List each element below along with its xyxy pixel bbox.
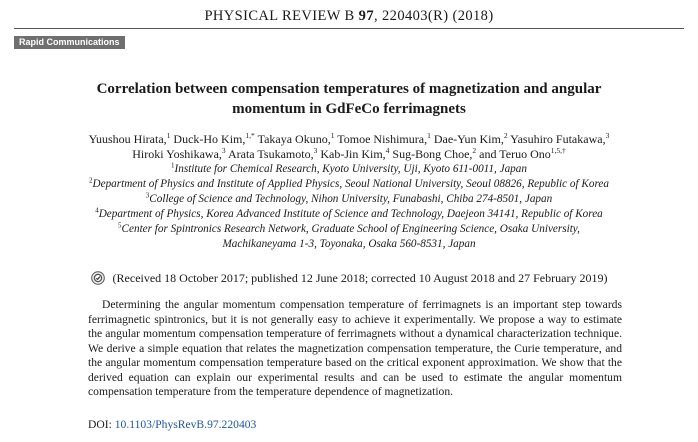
author[interactable]: Duck-Ho Kim,$^{1,*}$ xyxy=(173,131,255,146)
affiliation: $^4$Department of Physics, Korea Advanced Institute of Science and Technology, Daejeon 34141, Republic of Korea xyxy=(95,206,603,220)
author[interactable]: Dae-Yun Kim,$^2$ xyxy=(433,131,508,146)
received-text: (Received 18 October 2017; published 12 June 2018; corrected 10 August 2018 and 27 February 2019) xyxy=(112,271,608,285)
journal-name: PHYSICAL REVIEW B xyxy=(204,8,355,24)
affiliation: $^3$College of Science and Technology, Nihon University, Funabashi, Chiba 274-8501, Japan xyxy=(145,191,553,205)
author[interactable]: and Teruo Ono$^{1,5,\dagger}$ xyxy=(479,146,566,161)
author[interactable]: Kab-Jin Kim,$^4$ xyxy=(320,146,390,161)
journal-volume: 97 xyxy=(358,8,374,24)
received-dates xyxy=(30,270,668,286)
affiliation: Machikaneyama 1-3, Toyonaka, Osaka 560-8531, Japan xyxy=(222,238,476,250)
affiliation: $^1$Institute for Chemical Research, Kyoto University, Uji, Kyoto 611-0011, Japan xyxy=(171,161,527,175)
author[interactable]: Hiroki Yoshikawa,$^3$ xyxy=(132,146,226,161)
header-rule xyxy=(14,28,684,29)
author[interactable]: Yuushou Hirata,$^1$ xyxy=(88,131,171,146)
affiliation: $^5$Center for Spintronics Research Network, Graduate School of Engineering Science, Osaka University, xyxy=(118,221,580,235)
doi-link[interactable]: 10.1103/PhysRevB.97.220403 xyxy=(114,418,257,431)
title-line-1: Correlation between compensation temperatures of magnetization and angular xyxy=(96,81,602,97)
abstract: Determining the angular momentum compensation temperature of ferrimagnets is an important step towards ferrimagnetic spintronics, but it is not generally easy to achieve it experimentally. We propose a way to estimate the angular momentum compensation temperature of ferrimagnets without a dynamical characterization technique. We derive a simple equation that relates the magnetization compensation temperature, the Curie temperature, and the angular momentum compensation temperature based on the critical exponent approximation. We show that the derived equation can explain our experimental results and can be used to estimate the angular momentum compensation temperature from the temperature dependence of magnetization. xyxy=(88,298,622,398)
author[interactable]: Takaya Okuno,$^1$ xyxy=(257,131,335,146)
section-badge: Rapid Communications xyxy=(14,36,125,49)
author[interactable]: Sug-Bong Choe,$^2$ xyxy=(392,146,477,161)
affiliation: $^2$Department of Physics and Institute of Applied Physics, Seoul National University, Seoul 08826, Republic of Korea xyxy=(89,176,609,190)
author[interactable]: Arata Tsukamoto,$^3$ xyxy=(227,146,318,161)
doi-line xyxy=(88,418,256,431)
article-number: , 220403(R) (2018) xyxy=(373,8,494,24)
title-line-2: momentum in GdFeCo ferrimagnets xyxy=(232,101,466,117)
author[interactable]: Yasuhiro Futakawa,$^3$ xyxy=(510,131,610,146)
author-list xyxy=(40,132,658,162)
author[interactable]: Tomoe Nishimura,$^1$ xyxy=(337,131,431,146)
crossmark-icon[interactable] xyxy=(91,271,105,285)
journal-header xyxy=(0,8,698,25)
doi-label: DOI: xyxy=(88,418,112,431)
affiliation-list xyxy=(30,162,668,252)
paper-title xyxy=(60,79,638,119)
